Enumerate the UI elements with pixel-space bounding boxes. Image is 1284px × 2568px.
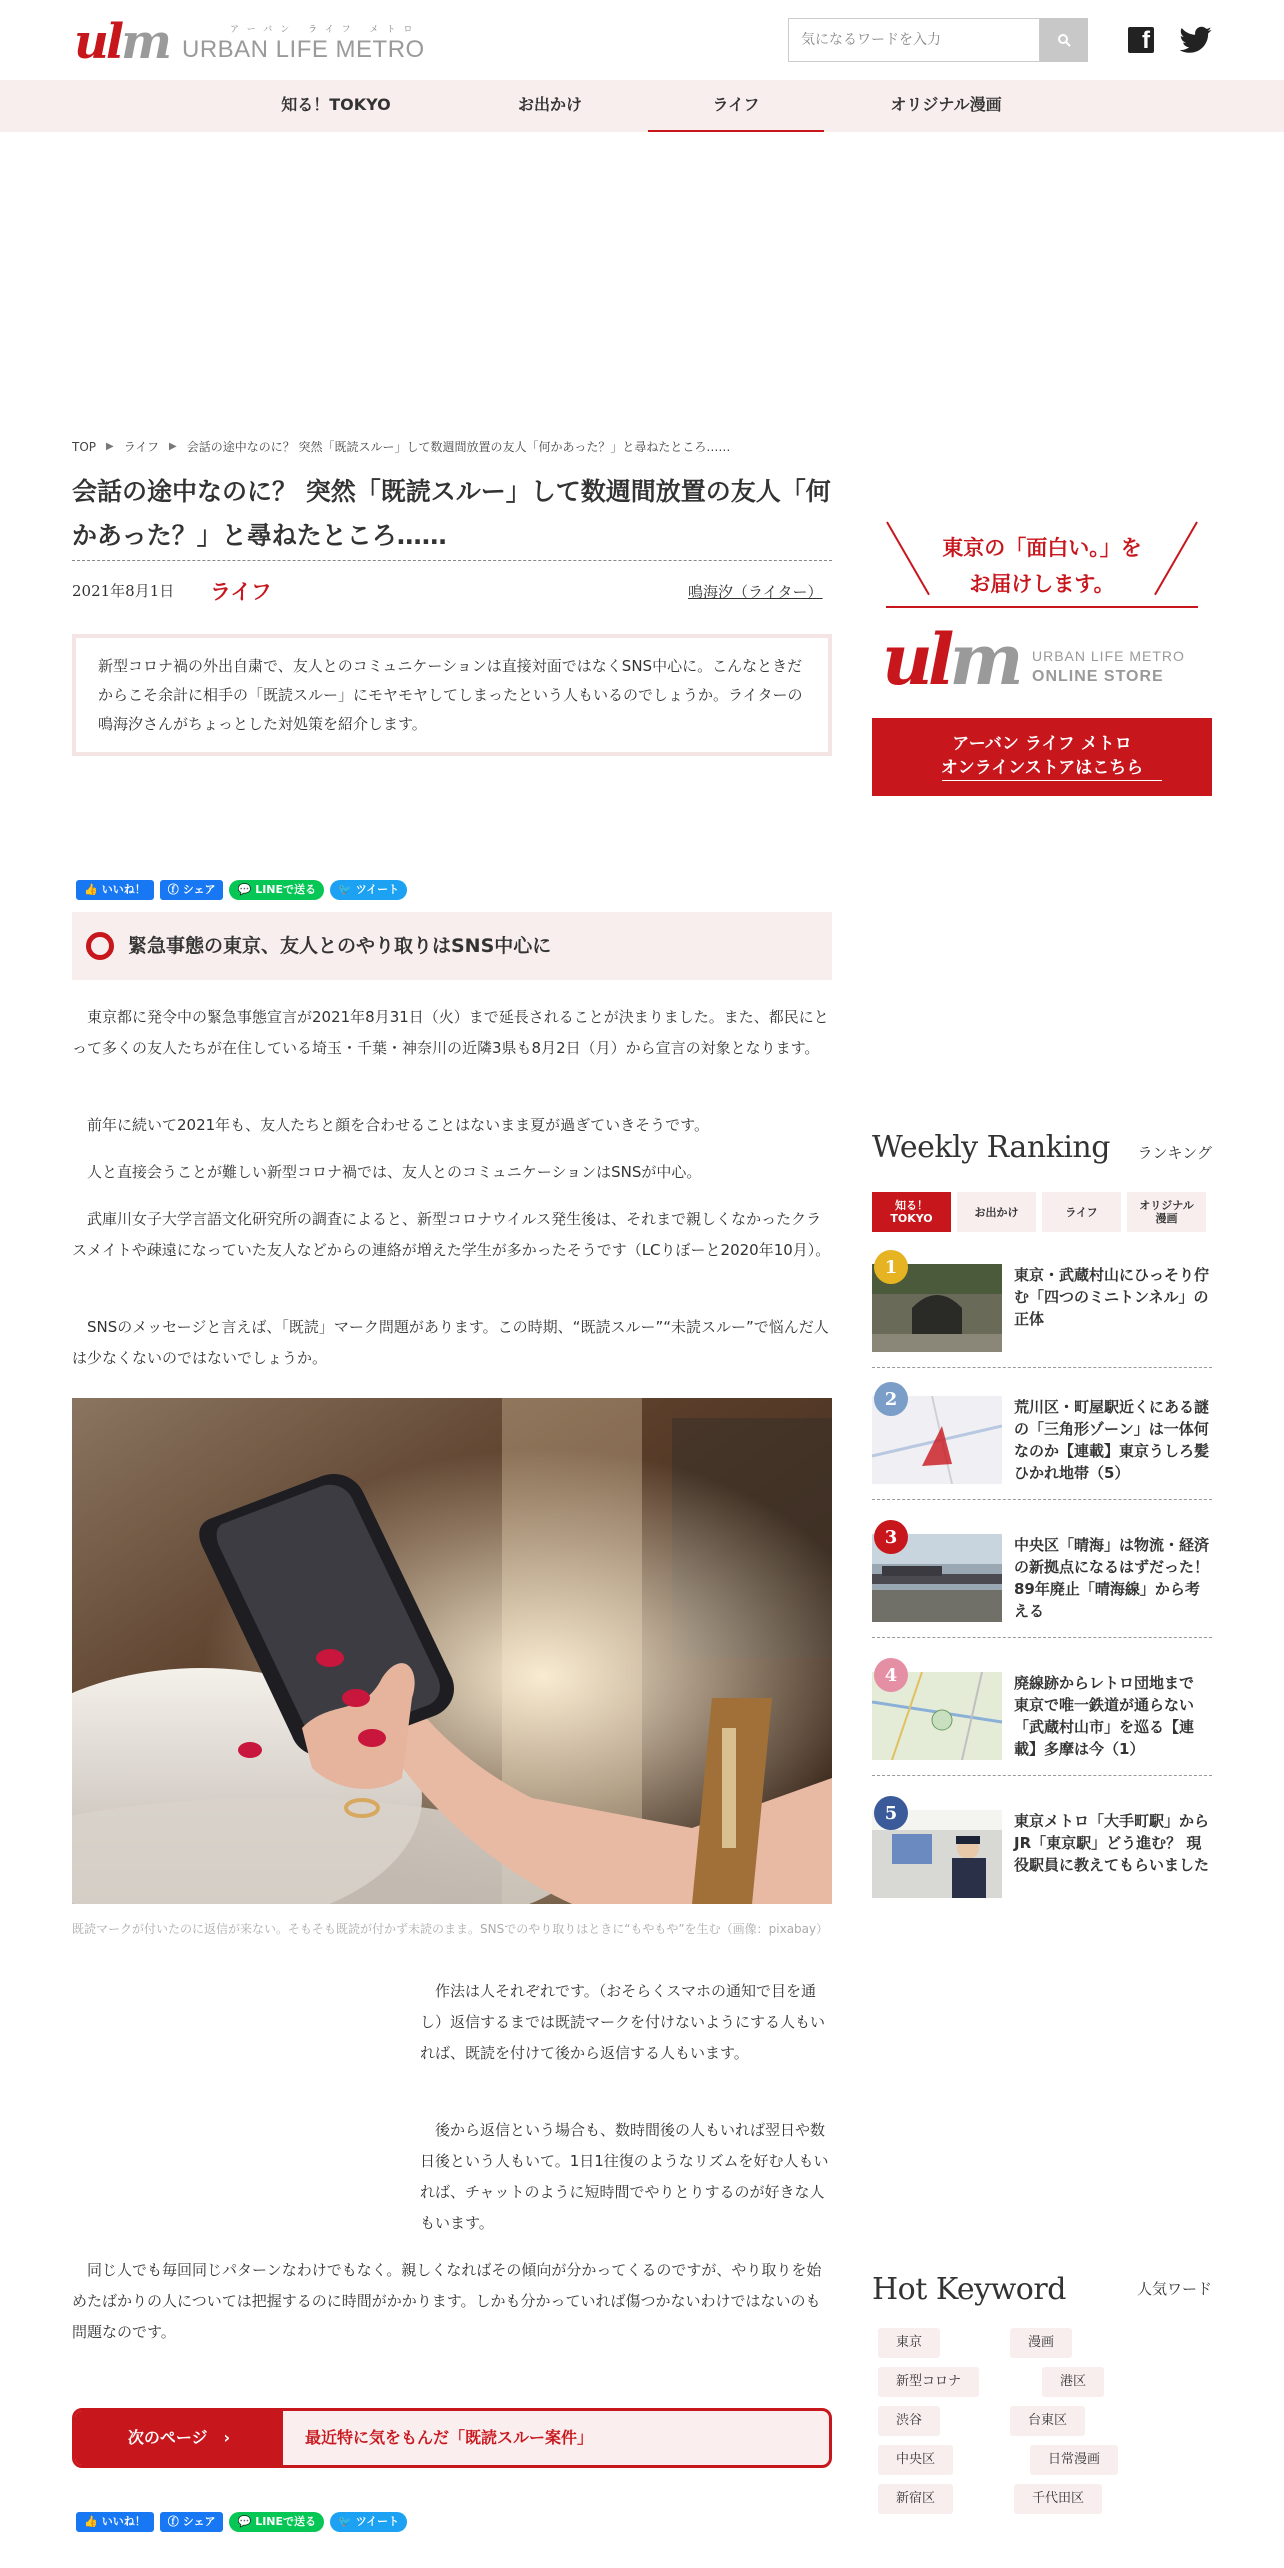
site-logo[interactable] xyxy=(74,14,425,70)
ranking-tab-odekake[interactable]: お出かけ xyxy=(957,1192,1036,1232)
keyword-tag[interactable]: 港区 xyxy=(1042,2367,1104,2397)
title-divider xyxy=(72,560,832,561)
breadcrumb-top[interactable]: TOP xyxy=(72,439,97,454)
section-heading: 緊急事態の東京、友人とのやり取りはSNS中心に xyxy=(72,912,832,980)
article-photo-phone xyxy=(72,1398,832,1904)
ranking-item[interactable] xyxy=(872,1250,1212,1368)
twitter-icon: 🐦 xyxy=(338,2515,352,2528)
article-date: 2021年8月1日 xyxy=(72,582,175,600)
article-paragraph: SNSのメッセージと言えば、「既読」マーク問題があります。この時期、“既読スルー”“未読スルー”で悩んだ人は少なくないのではないでしょうか。 xyxy=(72,1318,829,1367)
keyword-tag[interactable]: 中央区 xyxy=(878,2445,953,2475)
line-share-button[interactable]: 💬 LINEで送る xyxy=(229,2512,324,2532)
ranking-item[interactable] xyxy=(872,1382,1212,1500)
search-input[interactable] xyxy=(788,18,1040,62)
next-page-title: 最近特に気をもんだ「既読スルー案件」 xyxy=(305,2428,594,2447)
keyword-tag[interactable]: 日常漫画 xyxy=(1030,2445,1118,2475)
share-buttons-top xyxy=(76,880,407,900)
nav-item-odekake[interactable]: お出かけ xyxy=(517,95,582,114)
nav-item-shiru-tokyo[interactable]: 知る！TOKYO xyxy=(281,95,391,114)
online-store-logo: ulm URBAN LIFE METRO ONLINE STORE xyxy=(882,618,1185,701)
next-page-label: 次のページ › xyxy=(75,2411,283,2465)
rank-badge: 2 xyxy=(874,1382,908,1416)
ranking-divider xyxy=(872,1637,1212,1638)
article-paragraph: 後から返信という場合も、数時間後の人もいれば翌日や数日後という人もいて。1日1往復のようなリズムを好む人もいれば、チャットのように短時間でやりとりするのが好きな人もいます。 xyxy=(420,2121,829,2232)
ranking-subtitle: ランキング xyxy=(1137,1144,1212,1162)
article-paragraph: 同じ人でも毎回同じパターンなわけでもなく。親しくなればその傾向が分かってくるのですが、やり取りを始めたばかりの人については把握するのに時間がかかります。しかも分かっていれば傷つかないわけではないのも問題なのです。 xyxy=(72,2261,822,2341)
line-icon: 💬 xyxy=(237,883,252,896)
fb-like-button[interactable]: 👍 いいね！ xyxy=(76,880,154,900)
rank-badge: 4 xyxy=(874,1658,908,1692)
article-category[interactable]: ライフ xyxy=(210,580,272,604)
nav-item-life[interactable]: ライフ xyxy=(648,80,824,132)
fb-like-button[interactable]: 👍 いいね！ xyxy=(76,2512,154,2532)
logo-kana: アーバン ライフ メトロ xyxy=(230,25,421,35)
ranking-title: Weekly Ranking xyxy=(872,1130,1110,1165)
rank-badge: 1 xyxy=(874,1250,908,1284)
site-header xyxy=(0,0,1284,80)
button-underline xyxy=(942,780,1162,781)
keyword-tag[interactable]: 渋谷 xyxy=(878,2406,940,2436)
keyword-title: Hot Keyword xyxy=(872,2272,1066,2307)
article-paragraph: 武庫川女子大学言語文化研究所の調査によると、新型コロナウイルス発生後は、それまで親しくなかったクラスメイトや疎遠になっていた友人などからの連絡が増えた学生が多かったそうです（LCりぼーと2020年10月）。 xyxy=(72,1210,831,1259)
ranking-tab-manga[interactable]: オリジナル 漫画 xyxy=(1127,1192,1206,1232)
line-icon: 💬 xyxy=(237,2515,252,2528)
ranking-divider xyxy=(872,1499,1212,1500)
keyword-tag[interactable]: 千代田区 xyxy=(1014,2484,1102,2514)
article-paragraph: 東京都に発令中の緊急事態宣言が2021年8月31日（火）まで延長されることが決まりました。また、都民にとって多くの友人たちが在住している埼玉・千葉・神奈川の近隣3県も8月2日（月）から宣言の対象となります。 xyxy=(72,1008,829,1057)
online-store-promo xyxy=(872,522,1212,798)
tweet-button[interactable]: 🐦 ツイート xyxy=(330,880,407,900)
keyword-tag[interactable]: 東京 xyxy=(878,2328,940,2358)
search-button[interactable] xyxy=(1040,18,1088,62)
ranking-item-title: 荒川区・町屋駅近くにある謎の「三角形ゾーン」は一体何なのか【連載】東京うしろ髪ひかれ地帯（5） xyxy=(1014,1398,1210,1482)
ranking-item[interactable] xyxy=(872,1520,1212,1638)
twitter-icon[interactable] xyxy=(1180,26,1212,54)
breadcrumb-current: 会話の途中なのに？ 突然「既読スルー」して数週間放置の友人「何かあった？」と尋ねたところ…… xyxy=(186,440,731,454)
tweet-button[interactable]: 🐦 ツイート xyxy=(330,2512,407,2532)
nav-item-original-manga[interactable]: オリジナル漫画 xyxy=(890,95,1002,114)
keyword-subtitle: 人気ワード xyxy=(1136,2280,1212,2298)
article-paragraph: 作法は人それぞれです。（おそらくスマホの通知で目を通し）返信するまでは既読マークを付けないようにする人もいれば、既読を付けて後から返信する人もいます。 xyxy=(420,1982,826,2062)
chevron-right-icon: › xyxy=(223,2428,231,2447)
next-page-button[interactable] xyxy=(72,2408,832,2468)
twitter-icon: 🐦 xyxy=(338,883,352,896)
circle-icon xyxy=(86,932,114,960)
ranking-tab-tokyo[interactable]: 知る！ TOKYO xyxy=(872,1192,951,1232)
ranking-tab-life[interactable]: ライフ xyxy=(1042,1192,1121,1232)
keyword-tag[interactable]: 新宿区 xyxy=(878,2484,953,2514)
promo-headline: 東京の「面白い。」を お届けします。 xyxy=(942,536,1142,596)
thumbs-up-icon: 👍 xyxy=(84,883,98,896)
main-nav xyxy=(0,80,1284,132)
chevron-right-icon: ▶ xyxy=(106,441,114,452)
article-title: 会話の途中なのに？ 突然「既読スルー」して数週間放置の友人「何かあった？」と尋ねたところ…… xyxy=(72,477,831,550)
logo-mark: ulm xyxy=(74,14,169,70)
keyword-tag[interactable]: 台東区 xyxy=(1010,2406,1085,2436)
article-author[interactable]: 鳴海汐（ライター） xyxy=(688,583,823,601)
facebook-icon: ⓕ xyxy=(167,2515,179,2528)
rank-badge: 3 xyxy=(874,1520,908,1554)
ranking-item-title: 東京メトロ「大手町駅」からJR「東京駅」どう進む？ 現役駅員に教えてもらいました xyxy=(1014,1812,1210,1874)
search-icon xyxy=(1057,33,1071,47)
keyword-tag[interactable]: 漫画 xyxy=(1010,2328,1072,2358)
facebook-icon[interactable]: f xyxy=(1128,27,1154,53)
facebook-icon: ⓕ xyxy=(167,883,179,896)
breadcrumb xyxy=(72,438,730,455)
online-store-button[interactable]: アーバン ライフ メトロ オンラインストアはこちら xyxy=(872,718,1212,796)
fb-share-button[interactable]: ⓕ シェア xyxy=(160,2512,224,2532)
ranking-item-title: 東京・武蔵村山にひっそり佇む「四つのミニトンネル」の正体 xyxy=(1014,1266,1210,1328)
article-paragraph: 人と直接会うことが難しい新型コロナ禍では、友人とのコミュニケーションはSNSが中心。 xyxy=(87,1163,702,1181)
chevron-right-icon: ▶ xyxy=(169,441,177,452)
logo-text: URBAN LIFE METRO xyxy=(182,36,425,63)
photo-caption: 既読マークが付いたのに返信が来ない。そもそも既読が付かず未読のまま。SNSでのやり取りはときに“もやもや”を生む（画像：pixabay） xyxy=(72,1922,829,1936)
article-lead: 新型コロナ禍の外出自粛で、友人とのコミュニケーションは直接対面ではなくSNS中心に。こんなときだからこそ余計に相手の「既読スルー」にモヤモヤしてしまったという人もいるのでしょうか。ライターの鳴海汐さんがちょっとした対処策を紹介します。 xyxy=(72,634,832,756)
ranking-item-title: 中央区「晴海」は物流・経済の新拠点になるはずだった！ 89年廃止「晴海線」から考える xyxy=(1014,1536,1210,1620)
ranking-tabs xyxy=(872,1192,1206,1232)
share-buttons-bottom xyxy=(76,2512,407,2532)
breadcrumb-life[interactable]: ライフ xyxy=(123,440,159,454)
ranking-item-title: 廃線跡からレトロ団地まで 東京で唯一鉄道が通らない「武蔵村山市」を巡る【連載】多摩は今（1） xyxy=(1014,1674,1210,1758)
rank-badge: 5 xyxy=(874,1796,908,1830)
thumbs-up-icon: 👍 xyxy=(84,2515,98,2528)
ranking-item[interactable] xyxy=(872,1796,1212,1914)
ranking-item[interactable] xyxy=(872,1658,1212,1776)
article-paragraph: 前年に続いて2021年も、友人たちと顔を合わせることはないまま夏が過ぎていきそうです。 xyxy=(87,1116,709,1134)
promo-divider xyxy=(886,606,1198,608)
line-share-button[interactable]: 💬 LINEで送る xyxy=(229,880,324,900)
fb-share-button[interactable]: ⓕ シェア xyxy=(160,880,224,900)
ranking-divider xyxy=(872,1367,1212,1368)
keyword-tag[interactable]: 新型コロナ xyxy=(878,2367,979,2397)
ranking-divider xyxy=(872,1775,1212,1776)
